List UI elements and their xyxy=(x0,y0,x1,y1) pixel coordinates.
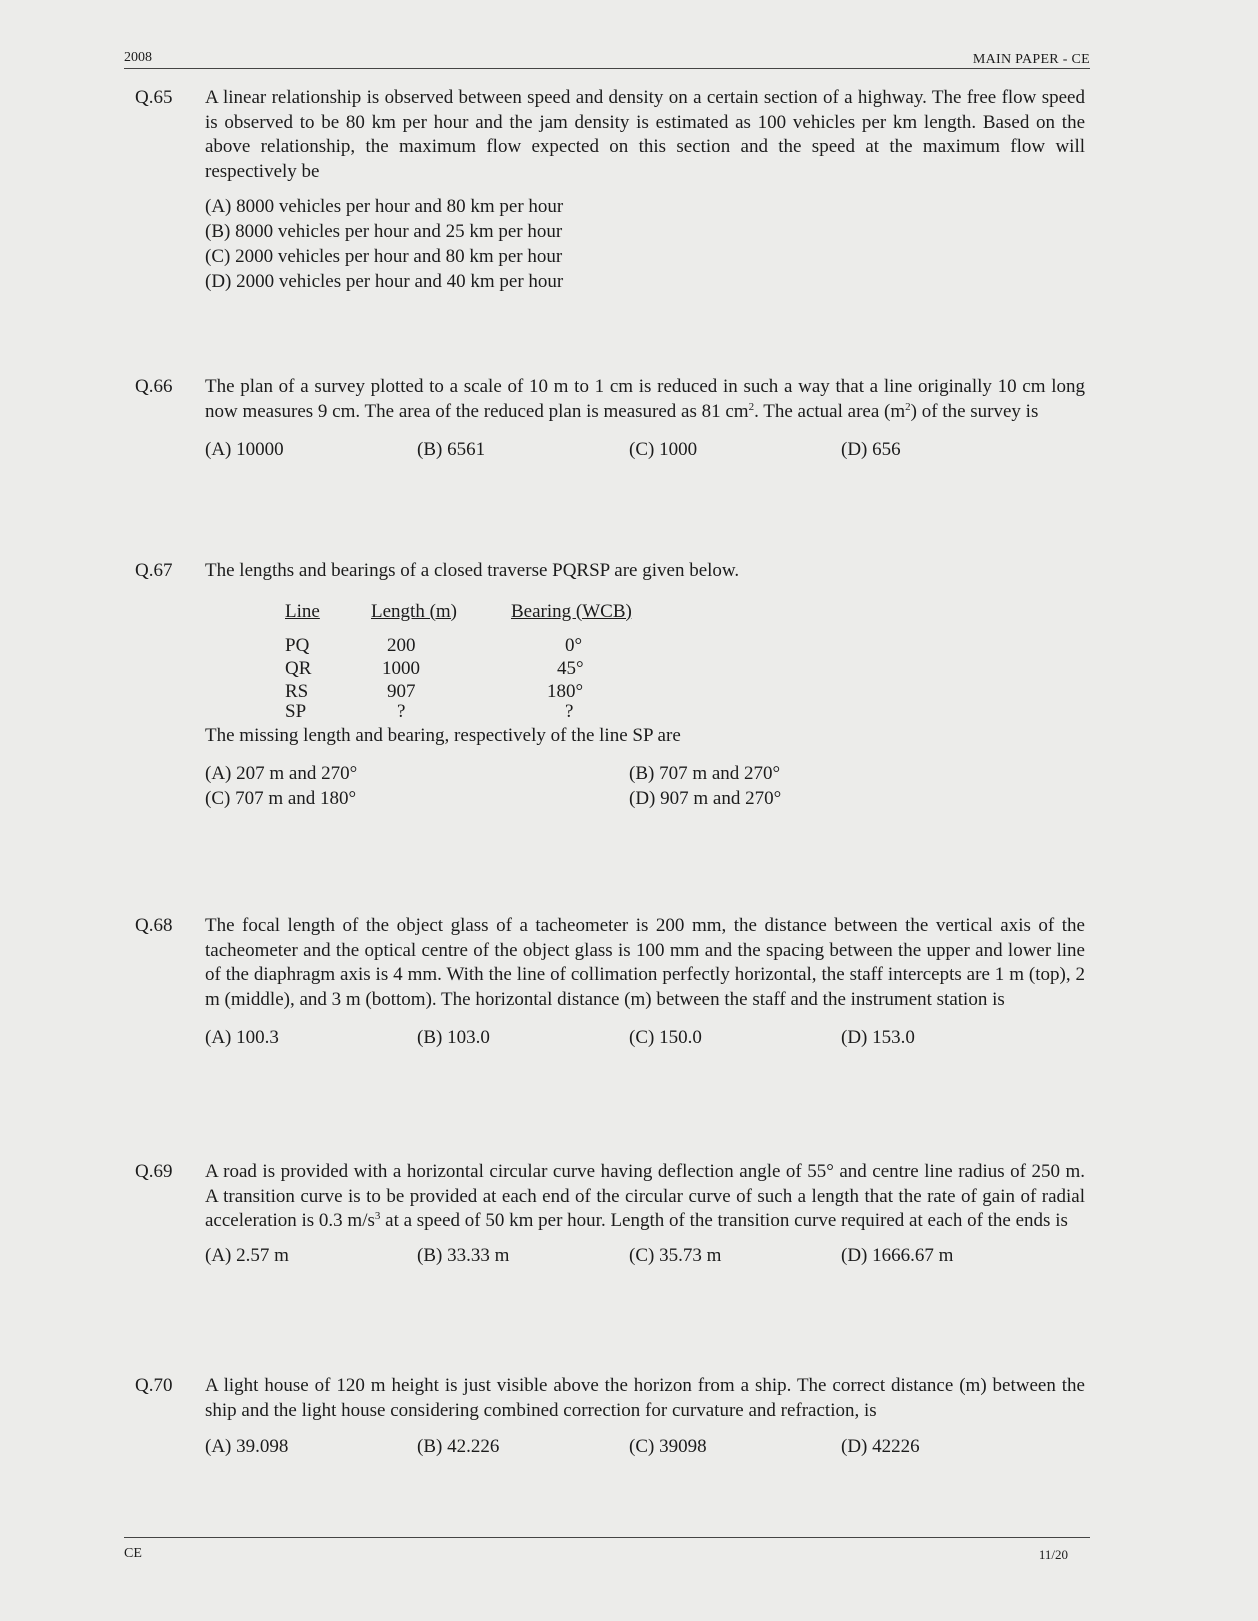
table-cell: 1000 xyxy=(382,657,420,679)
option-a: (A) 8000 vehicles per hour and 80 km per hour xyxy=(205,196,564,217)
option-b: (B) 33.33 m xyxy=(417,1244,510,1266)
options-row xyxy=(205,1435,1085,1461)
footer-rule xyxy=(124,1537,1090,1538)
option-c: (C) 35.73 m xyxy=(629,1244,722,1266)
option-a: (A) 207 m and 270° xyxy=(205,763,358,784)
table-cell: SP xyxy=(285,700,307,722)
option-d: (D) 2000 vehicles per hour and 40 km per hour xyxy=(205,271,564,292)
option-b: (B) 42.226 xyxy=(417,1436,500,1457)
table-cell: RS xyxy=(285,680,309,702)
table-cell: 907 xyxy=(387,680,416,702)
table-cell: PQ xyxy=(285,634,310,656)
table-cell: ? xyxy=(397,700,406,722)
question-number: Q.65 xyxy=(135,87,173,108)
header-paper: MAIN PAPER - CE xyxy=(972,52,1090,67)
table-header-bearing: Bearing (WCB) xyxy=(511,600,632,622)
option-a: (A) 10000 xyxy=(205,439,284,460)
question-66 xyxy=(135,375,1085,464)
option-c: (C) 707 m and 180° xyxy=(205,788,357,809)
table-cell: 180° xyxy=(547,680,584,702)
options-grid xyxy=(205,756,1085,812)
option-a: (A) 2.57 m xyxy=(205,1244,289,1266)
option-c: (C) 1000 xyxy=(629,439,698,460)
option-b: (B) 707 m and 270° xyxy=(629,763,781,784)
question-prompt: The missing length and bearing, respectively of the line SP are xyxy=(205,724,681,746)
question-68 xyxy=(135,914,1085,1052)
option-b: (B) 8000 vehicles per hour and 25 km per hour xyxy=(205,221,563,242)
header-year: 2008 xyxy=(124,50,152,65)
options-row xyxy=(205,1026,1085,1052)
question-70 xyxy=(135,1374,1085,1461)
option-b: (B) 6561 xyxy=(417,439,486,460)
question-text: The focal length of the object glass of a tacheometer is 200 mm, the distance between the vertical axis of the tacheometer and the optical centre of the object glass is 100 mm and the spacing between the upper and lower line of the diaphragm axis is 4 mm. With the line of collimation perfectly horizontal, the staff intercepts are 1 m (top), 2 m (middle), and 3 m (bottom). The horizontal distance (m) between the staff and the instrument station is xyxy=(205,915,1085,1010)
option-c: (C) 150.0 xyxy=(629,1027,702,1048)
option-a: (A) 100.3 xyxy=(205,1027,279,1048)
question-number: Q.67 xyxy=(135,560,173,581)
question-number: Q.69 xyxy=(135,1161,173,1182)
question-number: Q.70 xyxy=(135,1375,173,1396)
question-text: A road is provided with a horizontal circular curve having deflection angle of 55° and centre line radius of 250 m. A transition curve is to be provided at each end of the circular curve of such a length that the rate of gain of radial acceleration is 0.3 $m/s^3$ at a speed of 50 km per hour. Length of the transition curve required at each of the ends is xyxy=(205,1161,1085,1231)
table-cell: ? xyxy=(565,700,574,722)
table-cell: 0° xyxy=(565,634,583,656)
options-list xyxy=(205,194,1085,294)
question-number: Q.68 xyxy=(135,915,173,936)
question-67 xyxy=(135,559,1085,812)
question-65 xyxy=(135,86,1085,294)
options-row xyxy=(205,438,1085,464)
footer-code: CE xyxy=(124,1546,142,1561)
option-a: (A) 39.098 xyxy=(205,1436,289,1457)
table-header-line: Line xyxy=(285,600,320,622)
option-d: (D) 153.0 xyxy=(841,1027,915,1048)
option-b: (B) 103.0 xyxy=(417,1027,490,1048)
table-header-length: Length (m) xyxy=(371,600,458,622)
traverse-table xyxy=(285,600,1085,722)
option-d: (D) 907 m and 270° xyxy=(629,788,782,809)
question-text: A light house of 120 m height is just visible above the horizon from a ship. The correct distance (m) between the ship and the light house considering combined correction for curvature and refraction, is xyxy=(205,1375,1085,1421)
page-number: 11/20 xyxy=(1038,1547,1068,1562)
question-text: The lengths and bearings of a closed traverse PQRSP are given below. xyxy=(205,560,740,581)
question-text: The plan of a survey plotted to a scale of 10 m to 1 cm is reduced in such a way that a line originally 10 cm long now measures 9 cm. The area of the reduced plan is measured as 81 $cm^2$. The actual area $(m^2)$ of the survey is xyxy=(205,376,1085,422)
table-cell: QR xyxy=(285,657,312,679)
option-d: (D) 1666.67 m xyxy=(841,1244,954,1266)
table-cell: 45° xyxy=(557,657,584,679)
option-d: (D) 656 xyxy=(841,439,901,460)
table-cell: 200 xyxy=(387,634,416,656)
option-c: (C) 39098 xyxy=(629,1436,707,1457)
option-d: (D) 42226 xyxy=(841,1436,920,1457)
option-c: (C) 2000 vehicles per hour and 80 km per hour xyxy=(205,246,563,267)
question-text: A linear relationship is observed between speed and density on a certain section of a highway. The free flow speed is observed to be 80 km per hour and the jam density is estimated as 100 vehicles per km length. Based on the above relationship, the maximum flow expected on this section and the speed at the maximum flow will respectively be xyxy=(205,87,1085,182)
options-row xyxy=(205,1244,1085,1270)
header-rule xyxy=(124,68,1090,69)
question-69 xyxy=(135,1160,1085,1270)
question-number: Q.66 xyxy=(135,376,173,397)
